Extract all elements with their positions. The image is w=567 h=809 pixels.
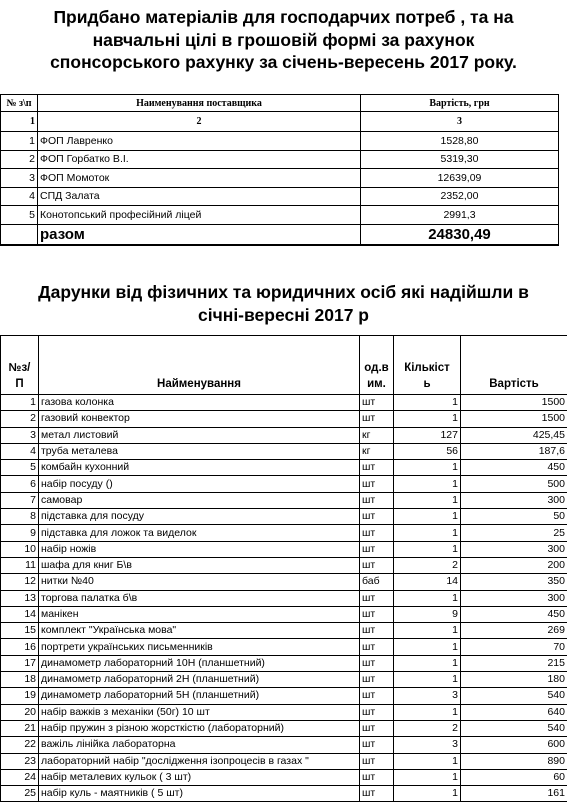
- table-cell: 1: [394, 704, 461, 720]
- header-cell: Наименування поставщика: [38, 95, 361, 112]
- table-cell: СПД Залата: [38, 187, 361, 206]
- table-cell: кг: [360, 427, 394, 443]
- table-cell: 1: [394, 460, 461, 476]
- table-cell: 13: [1, 590, 39, 606]
- table-cell: 25: [1, 786, 39, 802]
- title-line: Придбано матеріалів для господарчих потреб , та на: [53, 7, 514, 27]
- table-row: [1, 132, 559, 151]
- table-cell: 12639,09: [361, 169, 559, 188]
- table-row: [1, 460, 567, 476]
- table-cell: 1: [394, 476, 461, 492]
- table-cell: 11: [1, 557, 39, 573]
- table-header-row: [1, 336, 567, 395]
- document-title: [0, 6, 567, 74]
- table-cell: 2: [1, 411, 39, 427]
- table-cell: шт: [360, 639, 394, 655]
- table-cell: набір металевих кульок ( 3 шт): [39, 769, 360, 785]
- header-cell: 1: [1, 112, 38, 132]
- table-cell: шт: [360, 509, 394, 525]
- table-cell: ФОП Горбатко В.І.: [38, 150, 361, 169]
- table-cell: 24: [1, 769, 39, 785]
- table-cell: ФОП Момоток: [38, 169, 361, 188]
- table-cell: набір ножів: [39, 541, 360, 557]
- table-cell: шт: [360, 769, 394, 785]
- table-cell: 50: [461, 509, 567, 525]
- table-cell: 56: [394, 443, 461, 459]
- header-cell: 3: [361, 112, 559, 132]
- table-cell: 1528,80: [361, 132, 559, 151]
- table-cell: 2: [1, 150, 38, 169]
- table-cell: шт: [360, 753, 394, 769]
- table-cell: 70: [461, 639, 567, 655]
- table-cell: 9: [1, 525, 39, 541]
- table-cell: 1: [1, 132, 38, 151]
- table-cell: 7: [1, 492, 39, 508]
- table-row: [1, 688, 567, 704]
- table-cell: підставка для посуду: [39, 509, 360, 525]
- table-row: [1, 557, 567, 573]
- table-cell: 21: [1, 720, 39, 736]
- total-label: разом: [38, 224, 361, 245]
- table-row: [1, 169, 559, 188]
- table-cell: 8: [1, 509, 39, 525]
- gifts-table: [0, 335, 567, 802]
- table-cell: 2: [394, 557, 461, 573]
- table-cell: 187,6: [461, 443, 567, 459]
- table-cell: 16: [1, 639, 39, 655]
- table-cell: 1500: [461, 411, 567, 427]
- table-cell: портрети українських письменників: [39, 639, 360, 655]
- table-row: [1, 411, 567, 427]
- table-cell: 1: [394, 541, 461, 557]
- table-cell: шт: [360, 541, 394, 557]
- table-cell: шт: [360, 623, 394, 639]
- table-cell: шафа для книг Б\в: [39, 557, 360, 573]
- table-row: [1, 509, 567, 525]
- table-cell: Конотопський професійний ліцей: [38, 206, 361, 225]
- table-cell: 6: [1, 476, 39, 492]
- table-cell: 15: [1, 623, 39, 639]
- table-row: [1, 769, 567, 785]
- table-cell: 300: [461, 541, 567, 557]
- header-cell: № з\п: [1, 95, 38, 112]
- table-cell: 1: [394, 639, 461, 655]
- suppliers-table: [0, 94, 559, 246]
- table-cell: 269: [461, 623, 567, 639]
- table-cell: 1: [394, 411, 461, 427]
- header-cell: [394, 336, 461, 395]
- table-cell: шт: [360, 525, 394, 541]
- header-text: П: [15, 378, 24, 390]
- table-cell: шт: [360, 476, 394, 492]
- table-cell: 3: [1, 169, 38, 188]
- table-cell: 19: [1, 688, 39, 704]
- table-cell: шт: [360, 411, 394, 427]
- table-cell: 1: [394, 590, 461, 606]
- table-cell: 17: [1, 655, 39, 671]
- table-cell: ФОП Лавренко: [38, 132, 361, 151]
- header-cell: 2: [38, 112, 361, 132]
- table-header-row: [1, 95, 559, 112]
- table-row: [1, 639, 567, 655]
- table-cell: 3: [394, 688, 461, 704]
- header-text: од.в: [364, 362, 389, 374]
- table-cell: 640: [461, 704, 567, 720]
- table-cell: динамометр лабораторний 10Н (планшетний): [39, 655, 360, 671]
- table-cell: 1: [394, 769, 461, 785]
- table-cell: 1: [394, 492, 461, 508]
- table-row: [1, 492, 567, 508]
- title-line: Дарунки від фізичних та юридичних осіб які надійшли в: [38, 282, 529, 302]
- table-row: [1, 395, 567, 411]
- table-cell: шт: [360, 720, 394, 736]
- table-cell: шт: [360, 590, 394, 606]
- table-cell: комбайн кухонний: [39, 460, 360, 476]
- table-cell: 25: [461, 525, 567, 541]
- table-cell: шт: [360, 606, 394, 622]
- table-cell: 540: [461, 720, 567, 736]
- title-line: спонсорського рахунку за січень-вересень 2017 року.: [50, 52, 517, 72]
- table-cell: шт: [360, 460, 394, 476]
- table-cell: 5: [1, 460, 39, 476]
- table-cell: комплект "Українська мова": [39, 623, 360, 639]
- table-cell: шт: [360, 688, 394, 704]
- table-cell: набір посуду (): [39, 476, 360, 492]
- table-cell: важіль лінійка лабораторна: [39, 737, 360, 753]
- table-cell: 1: [394, 753, 461, 769]
- table-cell: самовар: [39, 492, 360, 508]
- table-cell: шт: [360, 557, 394, 573]
- column-number-row: [1, 112, 559, 132]
- table-cell: 450: [461, 460, 567, 476]
- table-cell: 5: [1, 206, 38, 225]
- header-text: ь: [423, 378, 431, 390]
- table-cell: 23: [1, 753, 39, 769]
- table-cell: газова колонка: [39, 395, 360, 411]
- table-cell: 500: [461, 476, 567, 492]
- table-cell: 3: [1, 427, 39, 443]
- table-cell: набір куль - маятників ( 5 шт): [39, 786, 360, 802]
- table-cell: нитки №40: [39, 574, 360, 590]
- header-cell: [360, 336, 394, 395]
- table-cell: 890: [461, 753, 567, 769]
- table-cell: 14: [394, 574, 461, 590]
- table-cell: 5319,30: [361, 150, 559, 169]
- header-text: им.: [367, 378, 386, 390]
- table-cell: 350: [461, 574, 567, 590]
- table-row: [1, 704, 567, 720]
- table-row: [1, 206, 559, 225]
- table-row: [1, 753, 567, 769]
- table-row: [1, 623, 567, 639]
- table-row: [1, 672, 567, 688]
- table-cell: 4: [1, 443, 39, 459]
- table-cell: 540: [461, 688, 567, 704]
- table-cell: шт: [360, 672, 394, 688]
- table-cell: манікен: [39, 606, 360, 622]
- table-cell: баб: [360, 574, 394, 590]
- table-cell: шт: [360, 492, 394, 508]
- table-cell: труба металева: [39, 443, 360, 459]
- table-cell: 1: [394, 786, 461, 802]
- table-cell: 3: [394, 737, 461, 753]
- table-cell: 425,45: [461, 427, 567, 443]
- header-cell: Вартість: [461, 336, 567, 395]
- table-cell: підставка для ложок та виделок: [39, 525, 360, 541]
- header-text: Кількіст: [404, 362, 450, 374]
- table-cell: 300: [461, 492, 567, 508]
- table-row: [1, 476, 567, 492]
- table-cell: 10: [1, 541, 39, 557]
- table-cell: метал листовий: [39, 427, 360, 443]
- table-cell: 18: [1, 672, 39, 688]
- table-cell: 20: [1, 704, 39, 720]
- table-row: [1, 606, 567, 622]
- header-cell: Вартість, грн: [361, 95, 559, 112]
- table-cell: шт: [360, 655, 394, 671]
- table-cell: 180: [461, 672, 567, 688]
- table-cell: шт: [360, 704, 394, 720]
- table-cell: 1: [394, 623, 461, 639]
- header-cell: [1, 336, 39, 395]
- table-cell: 127: [394, 427, 461, 443]
- title-line: січні-вересні 2017 р: [198, 305, 369, 325]
- table-cell: 1: [394, 655, 461, 671]
- table-cell: 450: [461, 606, 567, 622]
- table-cell: 60: [461, 769, 567, 785]
- table-cell: 161: [461, 786, 567, 802]
- table-row: [1, 150, 559, 169]
- table-cell: динамометр лабораторний 2Н (планшетний): [39, 672, 360, 688]
- table-row: [1, 574, 567, 590]
- table-cell: торгова палатка б\в: [39, 590, 360, 606]
- table-row: [1, 655, 567, 671]
- table-cell: кг: [360, 443, 394, 459]
- table-row: [1, 525, 567, 541]
- table-cell: 2352,00: [361, 187, 559, 206]
- table-cell: 1500: [461, 395, 567, 411]
- table-cell: [1, 224, 38, 245]
- table-cell: 1: [394, 395, 461, 411]
- table-cell: набір пружин з різною жорсткістю (лабораторний): [39, 720, 360, 736]
- table-cell: 200: [461, 557, 567, 573]
- header-text: №з/: [8, 362, 31, 374]
- table-cell: шт: [360, 395, 394, 411]
- table-cell: газовий конвектор: [39, 411, 360, 427]
- section-title: [0, 281, 567, 327]
- table-cell: динамометр лабораторний 5Н (планшетний): [39, 688, 360, 704]
- table-row: [1, 427, 567, 443]
- table-cell: 1: [1, 395, 39, 411]
- table-cell: 600: [461, 737, 567, 753]
- table-cell: 2991,3: [361, 206, 559, 225]
- total-row: [1, 224, 559, 245]
- title-line: навчальні цілі в грошовій формі за рахунок: [92, 29, 475, 50]
- table-cell: 2: [394, 720, 461, 736]
- table-row: [1, 187, 559, 206]
- table-cell: шт: [360, 786, 394, 802]
- table-cell: 4: [1, 187, 38, 206]
- table-cell: 22: [1, 737, 39, 753]
- table-cell: 12: [1, 574, 39, 590]
- table-cell: 1: [394, 672, 461, 688]
- table-row: [1, 590, 567, 606]
- header-cell: Найменування: [39, 336, 360, 395]
- table-cell: лабораторний набір "дослідження ізопроцесів в газах ": [39, 753, 360, 769]
- table-cell: 300: [461, 590, 567, 606]
- total-value: 24830,49: [361, 224, 559, 245]
- table-row: [1, 541, 567, 557]
- table-row: [1, 786, 567, 802]
- table-cell: 9: [394, 606, 461, 622]
- table-row: [1, 720, 567, 736]
- table-row: [1, 443, 567, 459]
- table-cell: набір важків з механіки (50г) 10 шт: [39, 704, 360, 720]
- table-cell: 14: [1, 606, 39, 622]
- table-cell: шт: [360, 737, 394, 753]
- table-cell: 215: [461, 655, 567, 671]
- table-cell: 1: [394, 525, 461, 541]
- table-cell: 1: [394, 509, 461, 525]
- table-row: [1, 737, 567, 753]
